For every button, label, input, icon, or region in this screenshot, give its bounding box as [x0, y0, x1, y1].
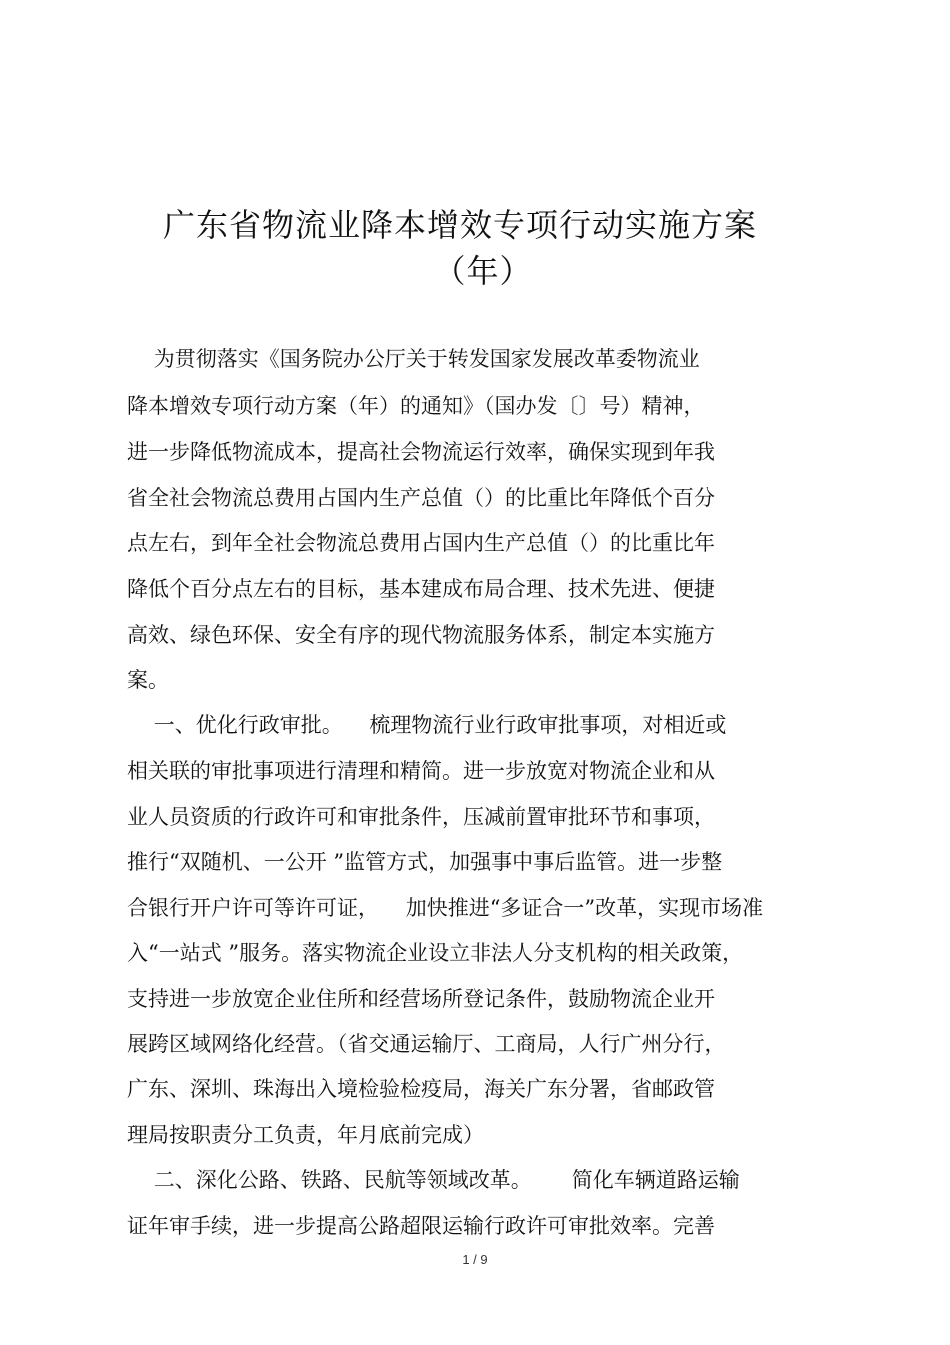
body-line: 省全社会物流总费用占国内生产总值（）的比重比年降低个百分: [127, 486, 715, 510]
body-line: 广东、深圳、珠海出入境检验检疫局，海关广东分署，省邮政管: [127, 1077, 715, 1101]
body-line: 高效、绿色环保、安全有序的现代物流服务体系，制定本实施方: [127, 623, 715, 647]
body-line: 理局按职责分工负责，年月底前完成）: [127, 1123, 484, 1147]
body-line: 入“一站式 ”服务。落实物流企业设立非法人分支机构的相关政策，: [127, 941, 744, 965]
body-line: 降低个百分点左右的目标，基本建成布局合理、技术先进、便捷: [127, 577, 715, 601]
section-heading-1: 一、优化行政审批。 梳理物流行业行政审批事项，对相近或: [127, 713, 727, 737]
body-line: 支持进一步放宽企业住所和经营场所登记条件，鼓励物流企业开: [127, 987, 715, 1011]
body-line: 合银行开户许可等许可证， 加快推进“多证合一”改革，实现市场准: [127, 896, 764, 920]
body-line: 证年审手续，进一步提高公路超限运输行政许可审批效率。完善: [127, 1214, 715, 1238]
body-line: 降本增效专项行动方案（年）的通知》（国办发〔〕号）精神，: [127, 394, 705, 418]
page-number: 1 / 9: [462, 1252, 488, 1267]
document-title-year: （年）: [433, 252, 533, 290]
body-line: 点左右，到年全社会物流总费用占国内生产总值（）的比重比年: [127, 531, 715, 555]
body-line: 推行“双随机、一公开 ”监管方式，加强事中事后监管。进一步整: [127, 850, 723, 874]
body-line: 展跨区域网络化经营。（省交通运输厅、工商局，人行广州分行，: [127, 1032, 726, 1056]
section-heading-2: 二、深化公路、铁路、民航等领域改革。 简化车辆道路运输: [127, 1168, 740, 1192]
body-line: 相关联的审批事项进行清理和精简。进一步放宽对物流企业和从: [127, 759, 715, 783]
body-line: 案。: [127, 668, 169, 692]
body-line: 进一步降低物流成本，提高社会物流运行效率，确保实现到年我: [127, 440, 715, 464]
document-title: 广东省物流业降本增效专项行动实施方案: [162, 206, 757, 244]
body-line: 为贯彻落实《国务院办公厅关于转发国家发展改革委物流业: [127, 347, 700, 371]
body-line: 业人员资质的行政许可和审批条件，压减前置审批环节和事项，: [127, 805, 715, 829]
